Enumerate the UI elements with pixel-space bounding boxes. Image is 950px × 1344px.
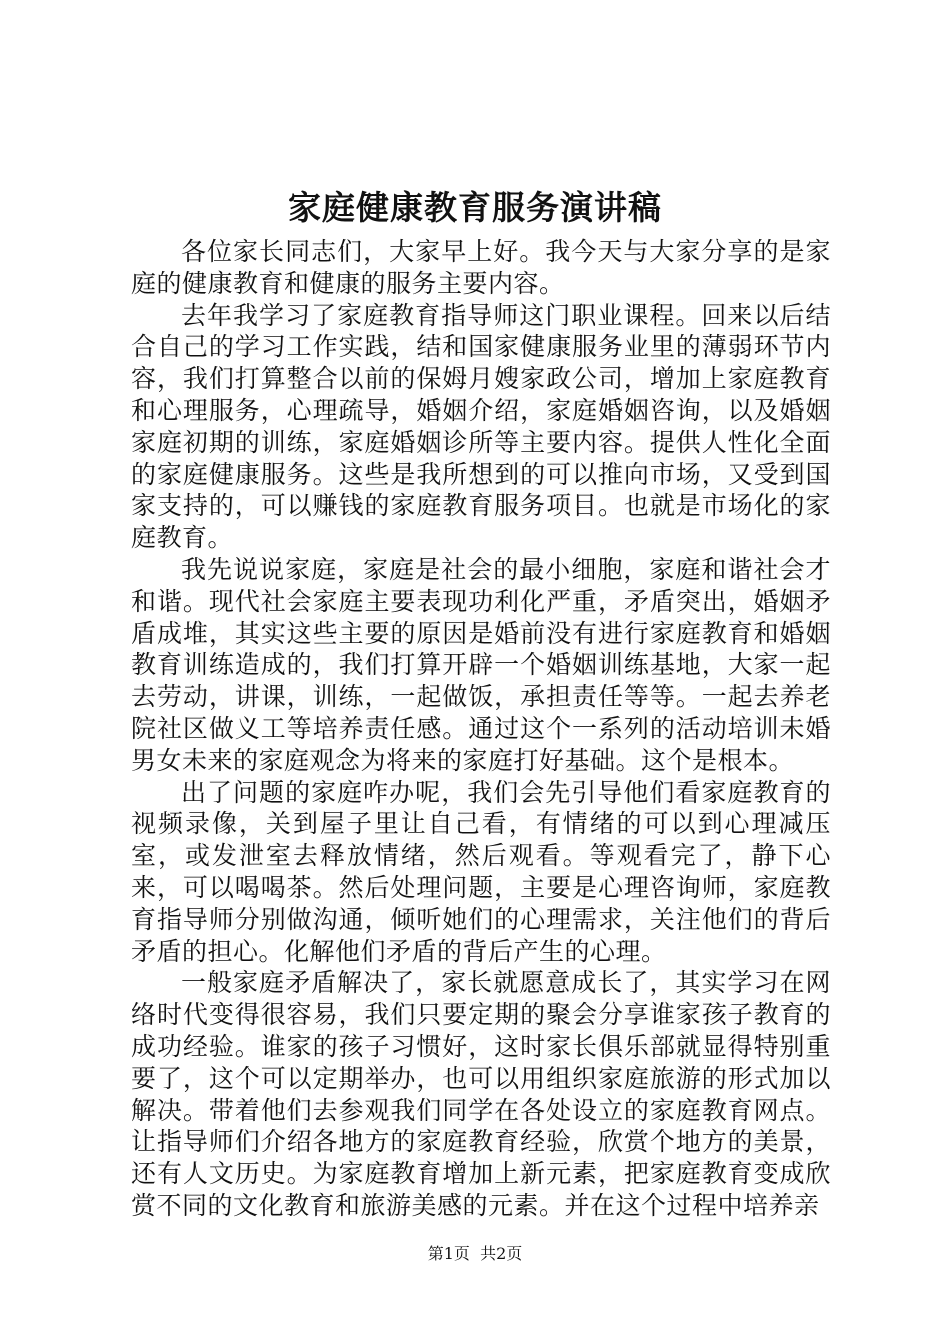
- paragraph-background: 去年我学习了家庭教育指导师这门职业课程。回来以后结合自己的学习工作实践，结和国家健康服务业里的薄弱环节内容，我们打算整合以前的保姆月嫂家政公司，增加上家庭教育和心理服务，心理疏导，婚姻介绍，家庭婚姻咨询，以及婚姻家庭初期的训练，家庭婚姻诊所等主要内容。提供人性化全面的家庭健康服务。这些是我所想到的可以推向市场，又受到国家支持的，可以赚钱的家庭教育服务项目。也就是市场化的家庭教育。: [131, 300, 831, 553]
- page-footer: [0, 1244, 950, 1264]
- page-number: 第1页 共2页: [427, 1244, 523, 1263]
- document-title: 家庭健康教育服务演讲稿: [288, 188, 662, 227]
- document-body: [131, 236, 831, 1222]
- paragraph-greeting: 各位家长同志们，大家早上好。我今天与大家分享的是家庭的健康教育和健康的服务主要内容。: [131, 237, 831, 298]
- paragraph-family: 我先说说家庭，家庭是社会的最小细胞，家庭和谐社会才和谐。现代社会家庭主要表现功利化严重，矛盾突出，婚姻矛盾成堆，其实这些主要的原因是婚前没有进行家庭教育和婚姻教育训练造成的，我们打算开辟一个婚姻训练基地，大家一起去劳动，讲课，训练，一起做饭，承担责任等等。一起去养老院社区做义工等培养责任感。通过这个一系列的活动培训未婚男女未来的家庭观念为将来的家庭打好基础。这个是根本。: [131, 554, 831, 775]
- paragraph-parent-growth: 一般家庭矛盾解决了，家长就愿意成长了，其实学习在网络时代变得很容易，我们只要定期的聚会分享谁家孩子教育的成功经验。谁家的孩子习惯好，这时家长俱乐部就显得特别重要了，这个可以定期举办，也可以用组织家庭旅游的形式加以解决。带着他们去参观我们同学在各处设立的家庭教育网点。让指导师们介绍各地方的家庭教育经验，欣赏个地方的美景，还有人文历史。为家庭教育增加上新元素，把家庭教育变成欣赏不同的文化教育和旅游美感的元素。并在这个过程中培养亲: [131, 968, 831, 1220]
- paragraph-problem-families: 出了问题的家庭咋办呢，我们会先引导他们看家庭教育的视频录像，关到屋子里让自己看，有情绪的可以到心理减压室，或发泄室去释放情绪，然后观看。等观看完了，静下心来，可以喝喝茶。然后处理问题，主要是心理咨询师，家庭教育指导师分别做沟通，倾听她们的心理需求，关注他们的背后矛盾的担心。化解他们矛盾的背后产生的心理。: [131, 777, 831, 966]
